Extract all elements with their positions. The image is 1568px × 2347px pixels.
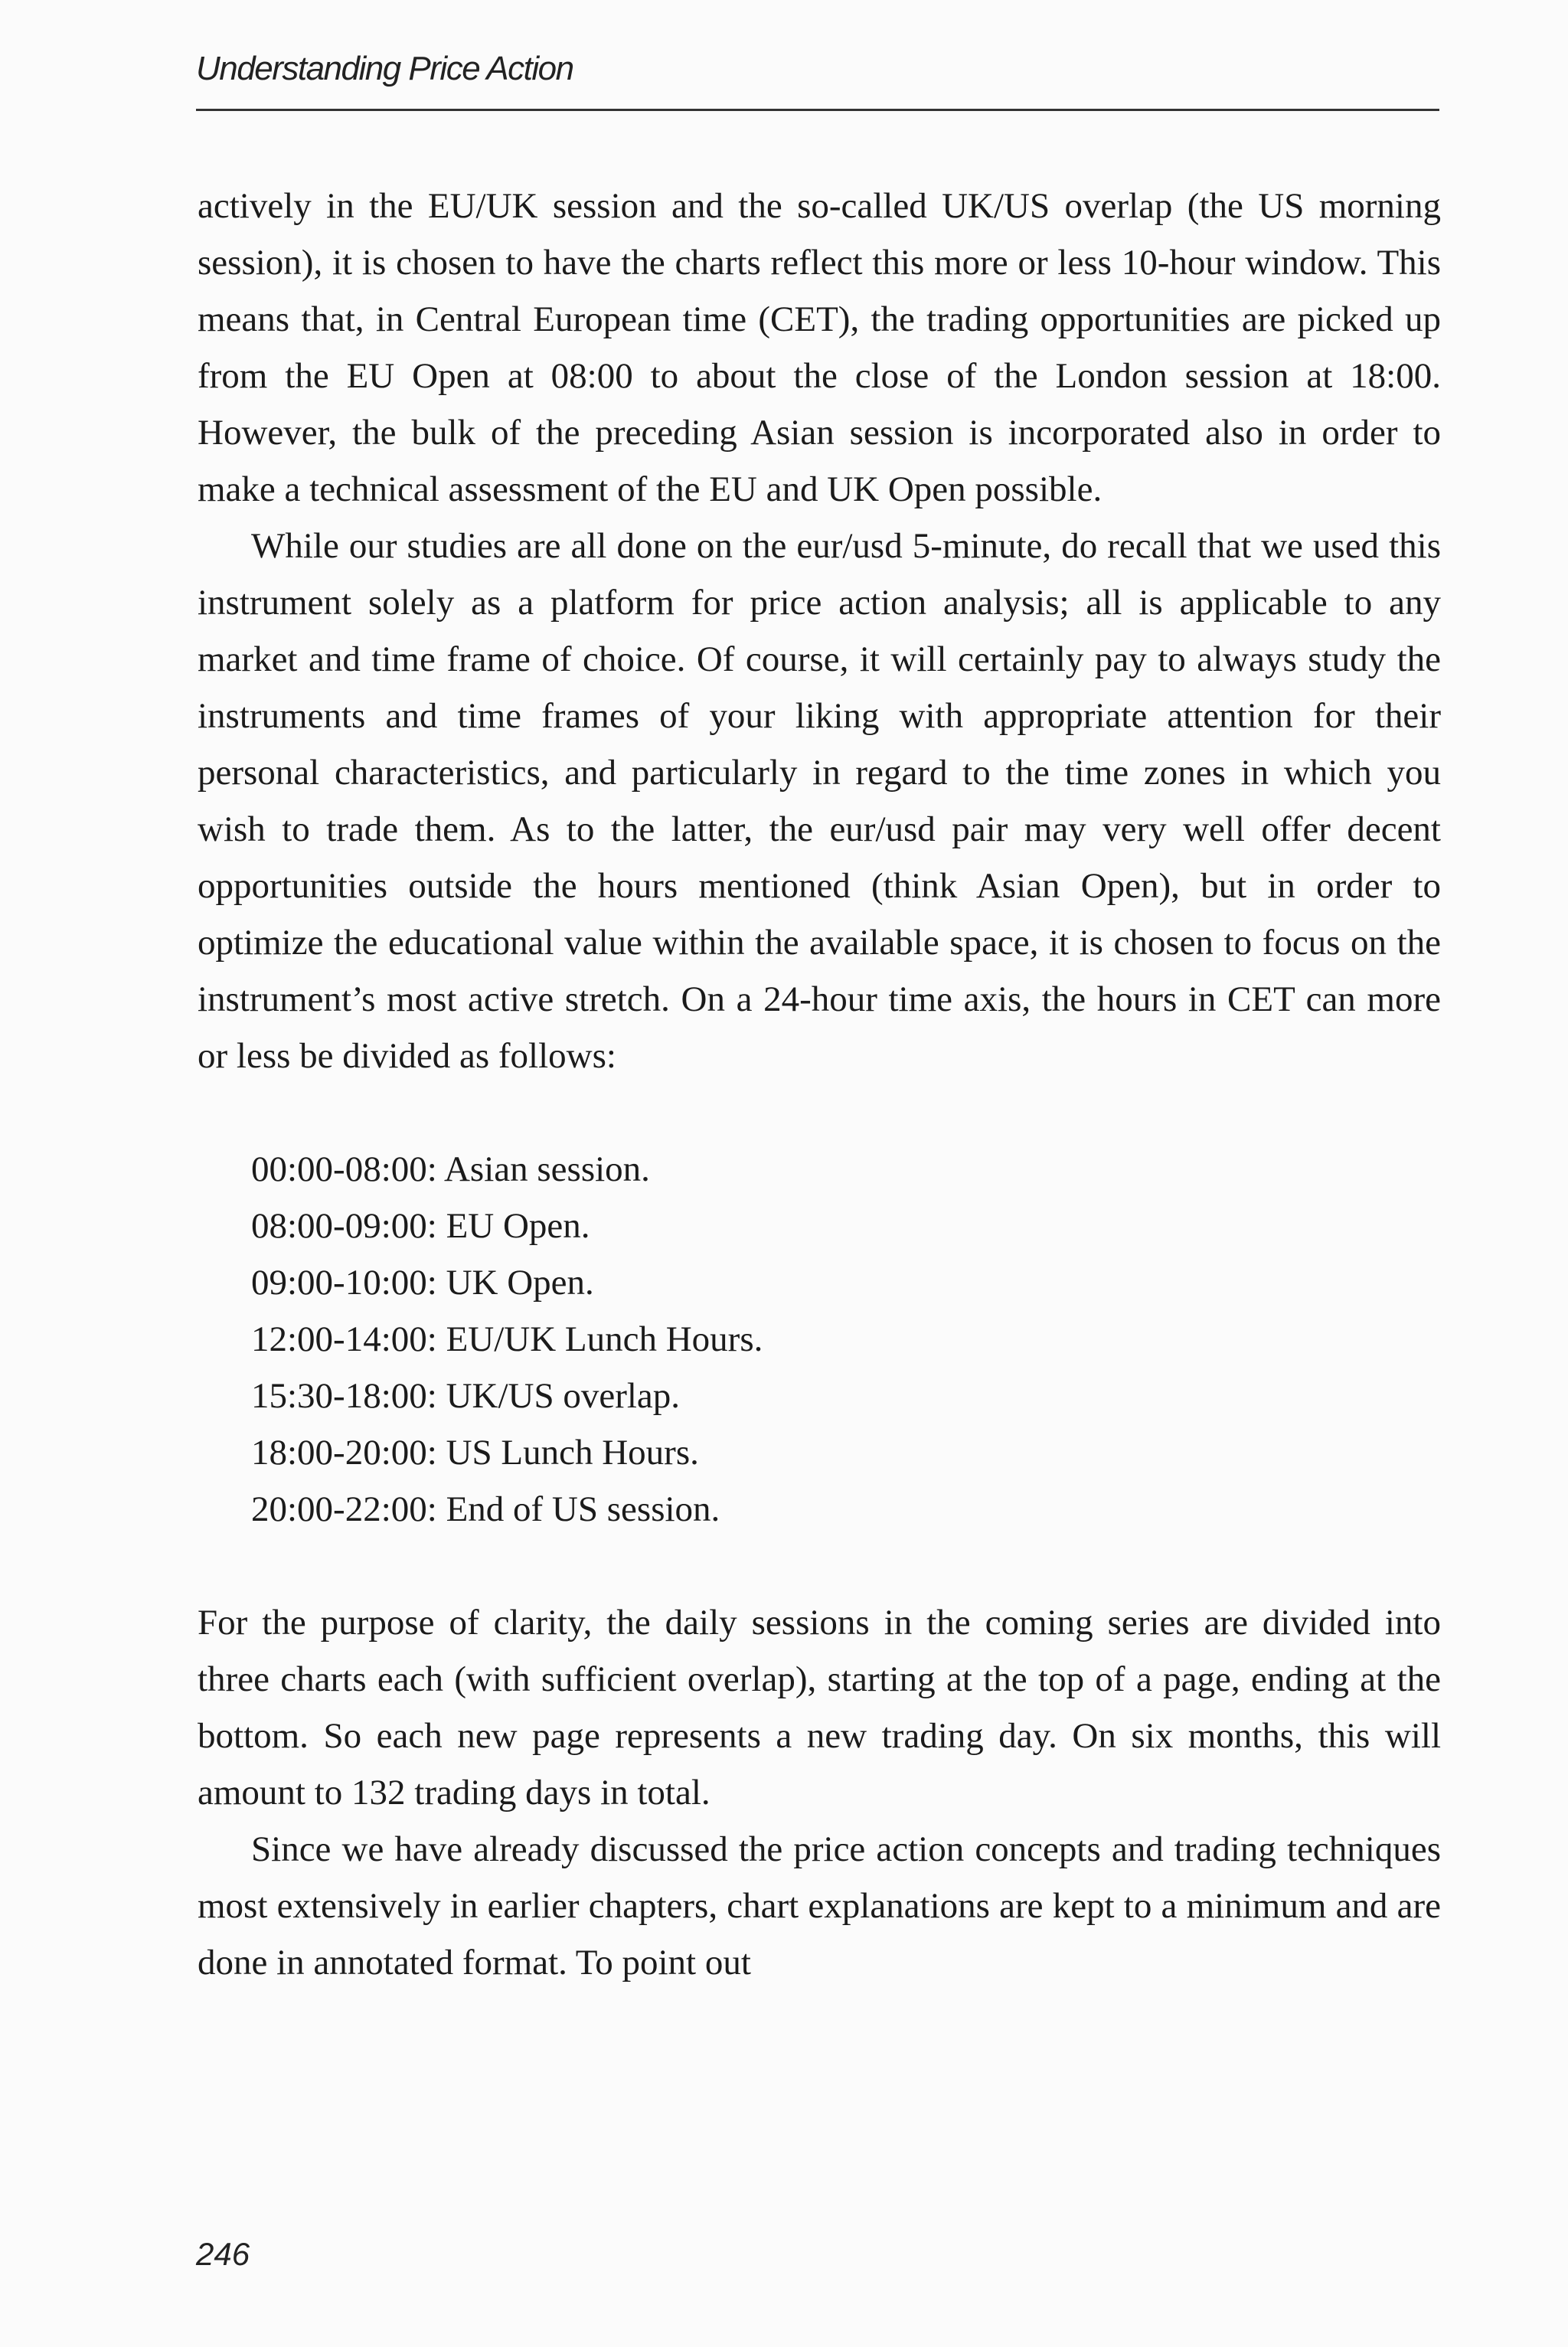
session-list-item: 12:00-14:00: EU/UK Lunch Hours. [251, 1319, 763, 1359]
running-header [196, 46, 1439, 92]
session-list-item: 09:00-10:00: UK Open. [251, 1263, 594, 1303]
paragraph-3: For the purpose of clarity, the daily sessions in the coming series are divided into three charts each (with sufficient overlap), starting at the top of a page, ending at the bottom. So each new page represents a new trading day. On six months, this will amount to 132 trading days in total. [198, 1603, 1441, 1813]
page-body [198, 178, 1441, 1991]
session-list-item: 20:00-22:00: End of US session. [251, 1489, 720, 1529]
running-header-title: Understanding Price Action [196, 50, 573, 87]
session-list-item: 15:30-18:00: UK/US overlap. [251, 1376, 681, 1416]
session-list-item: 00:00-08:00: Asian session. [251, 1149, 650, 1189]
session-list-item: 08:00-09:00: EU Open. [251, 1206, 590, 1246]
paragraph-4: Since we have already discussed the price action concepts and trading techniques most extensively in earlier chapters, chart explanations are kept to a minimum and are done in annotated format. To point out [198, 1829, 1441, 1983]
session-list-item: 18:00-20:00: US Lunch Hours. [251, 1433, 699, 1473]
paragraph-2: While our studies are all done on the eur/usd 5-minute, do recall that we used this instrument solely as a platform for price action analysis; all is applicable to any market and time frame of choice. Of course, it will certainly pay to always study the instruments and time frames of your liking with appropriate attention for their personal characteristics, and particularly in regard to the time zones in which you wish to trade them. As to the latter, the eur/usd pair may very well offer decent opportunities outside the hours mentioned (think Asian Open), but in order to optimize the educational value within the available space, it is chosen to focus on the instrument’s most active stretch. On a 24-hour time axis, the hours in CET can more or less be divided as follows: [198, 526, 1441, 1076]
page-number: 246 [196, 2236, 250, 2272]
header-rule [196, 109, 1439, 111]
paragraph-1: actively in the EU/UK session and the so-called UK/US overlap (the US morning session), it is chosen to have the charts reflect this more or less 10-hour window. This means that, in Central European time (CET), the trading opportunities are picked up from the EU Open at 08:00 to about the close of the London session at 18:00. However, the bulk of the preceding Asian session is incorporated also in order to make a technical assessment of the EU and UK Open possible. [198, 186, 1441, 509]
session-list [251, 1141, 1441, 1538]
